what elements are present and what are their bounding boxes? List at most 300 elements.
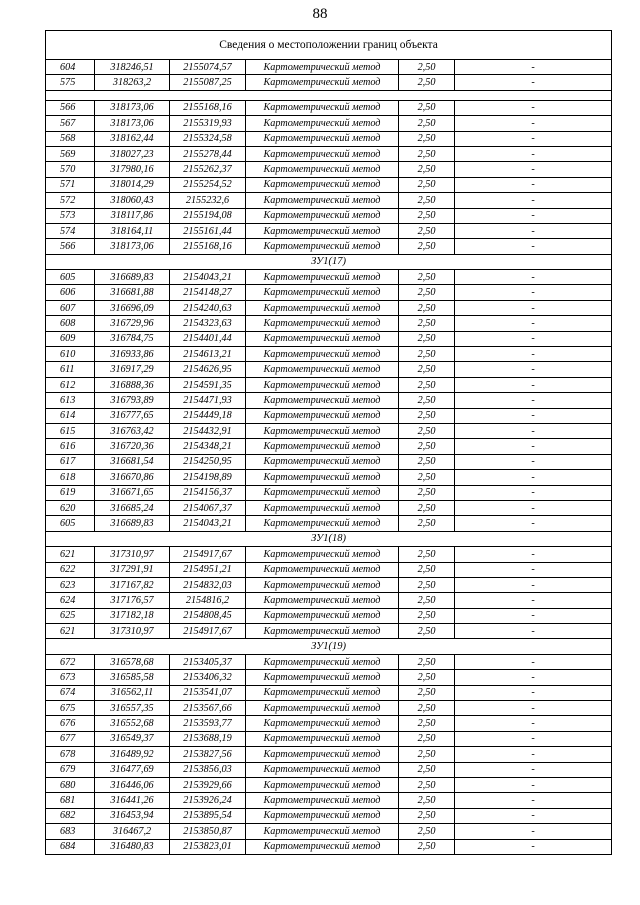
table-row [46,100,612,115]
y-coordinate-cell: 2154808,45 [170,608,246,623]
y-coordinate-cell: 2154626,95 [170,362,246,377]
precision-cell: 2,50 [399,485,455,500]
precision-cell: 2,50 [399,116,455,131]
method-cell: Картометрический метод [246,162,399,177]
y-coordinate-cell: 2154951,21 [170,562,246,577]
description-cell: - [455,624,612,639]
x-coordinate-cell: 318117,86 [95,208,170,223]
table-row [46,393,612,408]
method-cell: Картометрический метод [246,300,399,315]
point-number-cell: 612 [46,377,95,392]
description-cell: - [455,347,612,362]
y-coordinate-cell: 2155232,6 [170,193,246,208]
description-cell: - [455,500,612,515]
point-number-cell: 616 [46,439,95,454]
description-cell: - [455,470,612,485]
precision-cell: 2,50 [399,393,455,408]
point-number-cell: 625 [46,608,95,623]
precision-cell: 2,50 [399,208,455,223]
table-row [46,777,612,792]
y-coordinate-cell: 2153856,03 [170,762,246,777]
table-row [46,270,612,285]
description-cell: - [455,562,612,577]
table-row [46,285,612,300]
y-coordinate-cell: 2153926,24 [170,793,246,808]
precision-cell: 2,50 [399,239,455,254]
description-cell: - [455,208,612,223]
x-coordinate-cell: 317310,97 [95,624,170,639]
x-coordinate-cell: 318173,06 [95,239,170,254]
x-coordinate-cell: 316489,92 [95,747,170,762]
table-row [46,562,612,577]
precision-cell: 2,50 [399,731,455,746]
precision-cell: 2,50 [399,547,455,562]
x-coordinate-cell: 316562,11 [95,685,170,700]
method-cell: Картометрический метод [246,208,399,223]
precision-cell: 2,50 [399,177,455,192]
precision-cell: 2,50 [399,777,455,792]
point-number-cell: 680 [46,777,95,792]
description-cell: - [455,239,612,254]
description-cell: - [455,408,612,423]
point-number-cell: 611 [46,362,95,377]
description-cell: - [455,593,612,608]
precision-cell: 2,50 [399,377,455,392]
x-coordinate-cell: 316557,35 [95,701,170,716]
table-row [46,239,612,254]
y-coordinate-cell: 2153541,07 [170,685,246,700]
table-row [46,701,612,716]
page-number: 88 [312,6,328,22]
point-number-cell: 684 [46,839,95,854]
precision-cell: 2,50 [399,670,455,685]
table-row [46,547,612,562]
point-number-cell: 624 [46,593,95,608]
method-cell: Картометрический метод [246,393,399,408]
description-cell: - [455,654,612,669]
precision-cell: 2,50 [399,316,455,331]
method-cell: Картометрический метод [246,285,399,300]
precision-cell: 2,50 [399,500,455,515]
y-coordinate-cell: 2153827,56 [170,747,246,762]
precision-cell: 2,50 [399,60,455,75]
point-number-cell: 572 [46,193,95,208]
x-coordinate-cell: 316585,58 [95,670,170,685]
table-row [46,824,612,839]
table-row [46,808,612,823]
method-cell: Картометрический метод [246,331,399,346]
point-number-cell: 613 [46,393,95,408]
y-coordinate-cell: 2154613,21 [170,347,246,362]
precision-cell: 2,50 [399,300,455,315]
precision-cell: 2,50 [399,162,455,177]
description-cell: - [455,316,612,331]
x-coordinate-cell: 317167,82 [95,577,170,592]
description-cell: - [455,300,612,315]
y-coordinate-cell: 2155168,16 [170,100,246,115]
point-number-cell: 604 [46,60,95,75]
y-coordinate-cell: 2154198,89 [170,470,246,485]
y-coordinate-cell: 2154323,63 [170,316,246,331]
point-number-cell: 615 [46,423,95,438]
description-cell: - [455,285,612,300]
method-cell: Картометрический метод [246,60,399,75]
table-row [46,116,612,131]
y-coordinate-cell: 2154917,67 [170,624,246,639]
table-row [46,377,612,392]
table-row [46,131,612,146]
description-cell: - [455,547,612,562]
method-cell: Картометрический метод [246,731,399,746]
method-cell: Картометрический метод [246,685,399,700]
table-row [46,316,612,331]
precision-cell: 2,50 [399,716,455,731]
table-row [46,60,612,75]
description-cell: - [455,485,612,500]
precision-cell: 2,50 [399,685,455,700]
y-coordinate-cell: 2153850,87 [170,824,246,839]
method-cell: Картометрический метод [246,500,399,515]
description-cell: - [455,223,612,238]
description-cell: - [455,362,612,377]
description-cell: - [455,808,612,823]
method-cell: Картометрический метод [246,747,399,762]
x-coordinate-cell: 316933,86 [95,347,170,362]
y-coordinate-cell: 2153406,32 [170,670,246,685]
y-coordinate-cell: 2154156,37 [170,485,246,500]
method-cell: Картометрический метод [246,116,399,131]
y-coordinate-cell: 2153823,01 [170,839,246,854]
point-number-cell: 568 [46,131,95,146]
y-coordinate-cell: 2154043,21 [170,516,246,531]
precision-cell: 2,50 [399,654,455,669]
precision-cell: 2,50 [399,747,455,762]
point-number-cell: 681 [46,793,95,808]
method-cell: Картометрический метод [246,131,399,146]
method-cell: Картометрический метод [246,547,399,562]
point-number-cell: 574 [46,223,95,238]
x-coordinate-cell: 316549,37 [95,731,170,746]
method-cell: Картометрический метод [246,593,399,608]
y-coordinate-cell: 2155262,37 [170,162,246,177]
x-coordinate-cell: 316446,06 [95,777,170,792]
precision-cell: 2,50 [399,624,455,639]
point-number-cell: 614 [46,408,95,423]
x-coordinate-cell: 316689,83 [95,516,170,531]
method-cell: Картометрический метод [246,562,399,577]
x-coordinate-cell: 316681,54 [95,454,170,469]
table-row [46,470,612,485]
table-row [46,331,612,346]
description-cell: - [455,331,612,346]
method-cell: Картометрический метод [246,239,399,254]
description-cell: - [455,116,612,131]
precision-cell: 2,50 [399,470,455,485]
x-coordinate-cell: 318014,29 [95,177,170,192]
method-cell: Картометрический метод [246,270,399,285]
y-coordinate-cell: 2153895,54 [170,808,246,823]
description-cell: - [455,439,612,454]
method-cell: Картометрический метод [246,485,399,500]
description-cell: - [455,762,612,777]
y-coordinate-cell: 2154250,95 [170,454,246,469]
table-row [46,762,612,777]
x-coordinate-cell: 316917,29 [95,362,170,377]
method-cell: Картометрический метод [246,777,399,792]
table-row [46,177,612,192]
point-number-cell: 622 [46,562,95,577]
x-coordinate-cell: 317176,57 [95,593,170,608]
x-coordinate-cell: 316763,42 [95,423,170,438]
x-coordinate-cell: 316888,36 [95,377,170,392]
description-cell: - [455,793,612,808]
x-coordinate-cell: 316729,96 [95,316,170,331]
method-cell: Картометрический метод [246,347,399,362]
x-coordinate-cell: 318246,51 [95,60,170,75]
description-cell: - [455,75,612,90]
precision-cell: 2,50 [399,347,455,362]
description-cell: - [455,193,612,208]
description-cell: - [455,423,612,438]
description-cell: - [455,577,612,592]
method-cell: Картометрический метод [246,670,399,685]
description-cell: - [455,60,612,75]
point-number-cell: 609 [46,331,95,346]
method-cell: Картометрический метод [246,516,399,531]
table-row [46,362,612,377]
point-number-cell: 610 [46,347,95,362]
table-row [46,347,612,362]
y-coordinate-cell: 2154348,21 [170,439,246,454]
method-cell: Картометрический метод [246,362,399,377]
table-row [46,716,612,731]
method-cell: Картометрический метод [246,808,399,823]
method-cell: Картометрический метод [246,824,399,839]
point-number-cell: 606 [46,285,95,300]
precision-cell: 2,50 [399,793,455,808]
precision-cell: 2,50 [399,516,455,531]
y-coordinate-cell: 2155161,44 [170,223,246,238]
description-cell: - [455,716,612,731]
x-coordinate-cell: 318173,06 [95,116,170,131]
x-coordinate-cell: 316689,83 [95,270,170,285]
method-cell: Картометрический метод [246,701,399,716]
y-coordinate-cell: 2155254,52 [170,177,246,192]
point-number-cell: 683 [46,824,95,839]
point-number-cell: 672 [46,654,95,669]
method-cell: Картометрический метод [246,470,399,485]
point-number-cell: 621 [46,547,95,562]
x-coordinate-cell: 316784,75 [95,331,170,346]
y-coordinate-cell: 2153929,66 [170,777,246,792]
description-cell: - [455,146,612,161]
point-number-cell: 607 [46,300,95,315]
precision-cell: 2,50 [399,562,455,577]
precision-cell: 2,50 [399,131,455,146]
precision-cell: 2,50 [399,362,455,377]
y-coordinate-cell: 2154471,93 [170,393,246,408]
precision-cell: 2,50 [399,439,455,454]
precision-cell: 2,50 [399,146,455,161]
x-coordinate-cell: 318263,2 [95,75,170,90]
table-row [46,516,612,531]
x-coordinate-cell: 316453,94 [95,808,170,823]
point-number-cell: 575 [46,75,95,90]
table-row [46,193,612,208]
method-cell: Картометрический метод [246,439,399,454]
y-coordinate-cell: 2154816,2 [170,593,246,608]
description-cell: - [455,516,612,531]
description-cell: - [455,670,612,685]
blank-separator-cell [46,90,612,100]
precision-cell: 2,50 [399,824,455,839]
method-cell: Картометрический метод [246,762,399,777]
x-coordinate-cell: 316777,65 [95,408,170,423]
point-number-cell: 620 [46,500,95,515]
x-coordinate-cell: 318027,23 [95,146,170,161]
x-coordinate-cell: 316681,88 [95,285,170,300]
precision-cell: 2,50 [399,454,455,469]
section-header-row [46,531,612,546]
point-number-cell: 679 [46,762,95,777]
method-cell: Картометрический метод [246,193,399,208]
precision-cell: 2,50 [399,100,455,115]
y-coordinate-cell: 2155319,93 [170,116,246,131]
precision-cell: 2,50 [399,608,455,623]
y-coordinate-cell: 2153567,66 [170,701,246,716]
y-coordinate-cell: 2153405,37 [170,654,246,669]
description-cell: - [455,608,612,623]
precision-cell: 2,50 [399,75,455,90]
y-coordinate-cell: 2154148,27 [170,285,246,300]
x-coordinate-cell: 317182,18 [95,608,170,623]
point-number-cell: 567 [46,116,95,131]
table-row [46,731,612,746]
section-header-row [46,254,612,269]
x-coordinate-cell: 316671,65 [95,485,170,500]
precision-cell: 2,50 [399,423,455,438]
y-coordinate-cell: 2155324,58 [170,131,246,146]
x-coordinate-cell: 318164,11 [95,223,170,238]
point-number-cell: 569 [46,146,95,161]
method-cell: Картометрический метод [246,654,399,669]
method-cell: Картометрический метод [246,408,399,423]
point-number-cell: 566 [46,239,95,254]
description-cell: - [455,701,612,716]
table-row [46,146,612,161]
x-coordinate-cell: 318060,43 [95,193,170,208]
table-row [46,423,612,438]
y-coordinate-cell: 2154832,03 [170,577,246,592]
table-row [46,839,612,854]
point-number-cell: 677 [46,731,95,746]
point-number-cell: 674 [46,685,95,700]
method-cell: Картометрический метод [246,75,399,90]
table-row [46,208,612,223]
table-row [46,793,612,808]
y-coordinate-cell: 2155194,08 [170,208,246,223]
method-cell: Картометрический метод [246,608,399,623]
method-cell: Картометрический метод [246,839,399,854]
description-cell: - [455,839,612,854]
table-row [46,439,612,454]
y-coordinate-cell: 2154043,21 [170,270,246,285]
method-cell: Картометрический метод [246,316,399,331]
boundary-table [45,30,612,855]
method-cell: Картометрический метод [246,146,399,161]
table-body [46,31,612,855]
y-coordinate-cell: 2155168,16 [170,239,246,254]
precision-cell: 2,50 [399,593,455,608]
description-cell: - [455,177,612,192]
table-row [46,654,612,669]
point-number-cell: 571 [46,177,95,192]
x-coordinate-cell: 316552,68 [95,716,170,731]
precision-cell: 2,50 [399,839,455,854]
point-number-cell: 573 [46,208,95,223]
y-coordinate-cell: 2154449,18 [170,408,246,423]
table-row [46,454,612,469]
table-row [46,500,612,515]
table-row [46,593,612,608]
table-row [46,75,612,90]
point-number-cell: 676 [46,716,95,731]
point-number-cell: 617 [46,454,95,469]
x-coordinate-cell: 316480,83 [95,839,170,854]
point-number-cell: 619 [46,485,95,500]
x-coordinate-cell: 317980,16 [95,162,170,177]
blank-separator-row [46,90,612,100]
method-cell: Картометрический метод [246,793,399,808]
table-row [46,408,612,423]
x-coordinate-cell: 318162,44 [95,131,170,146]
precision-cell: 2,50 [399,701,455,716]
y-coordinate-cell: 2155087,25 [170,75,246,90]
description-cell: - [455,162,612,177]
description-cell: - [455,393,612,408]
table-row [46,485,612,500]
method-cell: Картометрический метод [246,577,399,592]
table-row [46,162,612,177]
x-coordinate-cell: 317291,91 [95,562,170,577]
y-coordinate-cell: 2154917,67 [170,547,246,562]
x-coordinate-cell: 316685,24 [95,500,170,515]
precision-cell: 2,50 [399,577,455,592]
point-number-cell: 570 [46,162,95,177]
precision-cell: 2,50 [399,331,455,346]
precision-cell: 2,50 [399,193,455,208]
x-coordinate-cell: 316670,86 [95,470,170,485]
x-coordinate-cell: 316793,89 [95,393,170,408]
y-coordinate-cell: 2154067,37 [170,500,246,515]
section-label: ЗУ1(17) [46,254,612,269]
precision-cell: 2,50 [399,270,455,285]
y-coordinate-cell: 2154240,63 [170,300,246,315]
description-cell: - [455,731,612,746]
point-number-cell: 566 [46,100,95,115]
method-cell: Картометрический метод [246,716,399,731]
precision-cell: 2,50 [399,762,455,777]
table-row [46,300,612,315]
table-row [46,608,612,623]
section-label: ЗУ1(18) [46,531,612,546]
x-coordinate-cell: 317310,97 [95,547,170,562]
point-number-cell: 623 [46,577,95,592]
table-title: Сведения о местоположении границ объекта [46,31,612,60]
x-coordinate-cell: 316696,09 [95,300,170,315]
y-coordinate-cell: 2155278,44 [170,146,246,161]
method-cell: Картометрический метод [246,454,399,469]
